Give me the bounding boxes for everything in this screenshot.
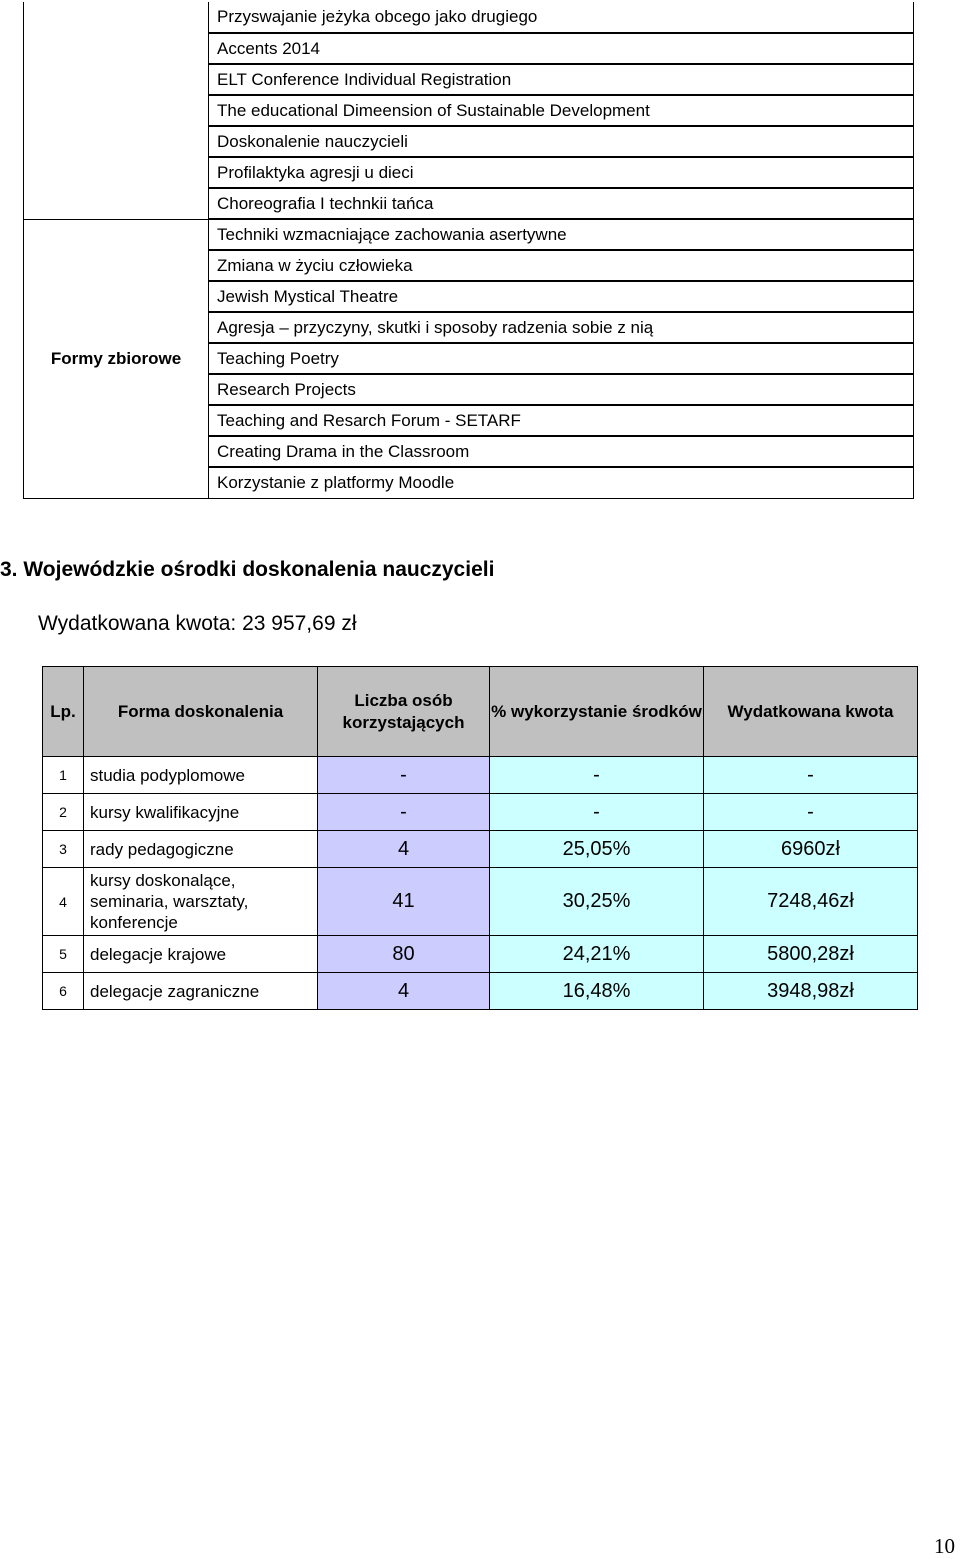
table-row [43,831,918,868]
cell-lp: 2 [43,794,84,831]
header-form: Forma doskonalenia [84,667,318,757]
training-item: Creating Drama in the Classroom [209,436,914,467]
cell-form: studia podyplomowe [84,757,318,794]
cell-pct: - [490,757,704,794]
training-item: Jewish Mystical Theatre [209,281,914,312]
training-item: Teaching Poetry [209,343,914,374]
cell-pct: 30,25% [490,868,704,936]
cell-amount: 6960zł [704,831,918,868]
table-row [43,936,918,973]
training-item: The educational Dimeension of Sustainable Development [209,95,914,126]
section-title: 3. Wojewódzkie ośrodki doskonalenia nauczycieli [0,558,495,581]
cell-count: 4 [318,973,490,1010]
cell-amount: 7248,46zł [704,868,918,936]
training-item: Doskonalenie nauczycieli [209,126,914,157]
cell-lp: 3 [43,831,84,868]
training-item: Techniki wzmacniające zachowania asertywne [209,219,914,250]
expenses-table [42,666,918,1010]
cell-count: 4 [318,831,490,868]
cell-count: 80 [318,936,490,973]
cell-amount: 5800,28zł [704,936,918,973]
training-item: Agresja – przyczyny, skutki i sposoby radzenia sobie z nią [209,312,914,343]
group-label: Formy zbiorowe [24,219,209,498]
cell-count: 41 [318,868,490,936]
cell-amount: - [704,757,918,794]
table-row [24,219,935,250]
training-item: Teaching and Resarch Forum - SETARF [209,405,914,436]
training-item: Przyswajanie jeżyka obcego jako drugiego [209,2,914,33]
cell-count: - [318,757,490,794]
cell-lp: 1 [43,757,84,794]
table-row [43,794,918,831]
training-forms-table [23,2,934,499]
cell-form: delegacje zagraniczne [84,973,318,1010]
cell-lp: 4 [43,868,84,936]
training-item: Accents 2014 [209,33,914,64]
page-number: 10 [934,1534,955,1558]
cell-form: rady pedagogiczne [84,831,318,868]
section-subtitle: Wydatkowana kwota: 23 957,69 zł [38,612,357,635]
cell-pct: 24,21% [490,936,704,973]
training-item: Choreografia I technkii tańca [209,188,914,219]
cell-amount: - [704,794,918,831]
training-item: Profilaktyka agresji u dieci [209,157,914,188]
cell-pct: - [490,794,704,831]
cell-pct: 16,48% [490,973,704,1010]
training-item: Korzystanie z platformy Moodle [209,467,914,498]
table-row [43,757,918,794]
header-amount: Wydatkowana kwota [704,667,918,757]
table-row [43,868,918,936]
cell-form: kursy doskonalące, seminaria, warsztaty, konferencje [84,868,318,936]
first-group-cell [24,2,209,219]
training-item: Zmiana w życiu człowieka [209,250,914,281]
training-item: ELT Conference Individual Registration [209,64,914,95]
header-pct: % wykorzystanie środków [490,667,704,757]
cell-form: kursy kwalifikacyjne [84,794,318,831]
cell-count: - [318,794,490,831]
table-row [43,973,918,1010]
table-row [24,2,935,33]
cell-amount: 3948,98zł [704,973,918,1010]
header-count: Liczba osób korzystających [318,667,490,757]
cell-pct: 25,05% [490,831,704,868]
right-margin-column [914,2,935,498]
table-header-row [43,667,918,757]
training-item: Research Projects [209,374,914,405]
header-lp: Lp. [43,667,84,757]
cell-lp: 6 [43,973,84,1010]
cell-form: delegacje krajowe [84,936,318,973]
cell-lp: 5 [43,936,84,973]
